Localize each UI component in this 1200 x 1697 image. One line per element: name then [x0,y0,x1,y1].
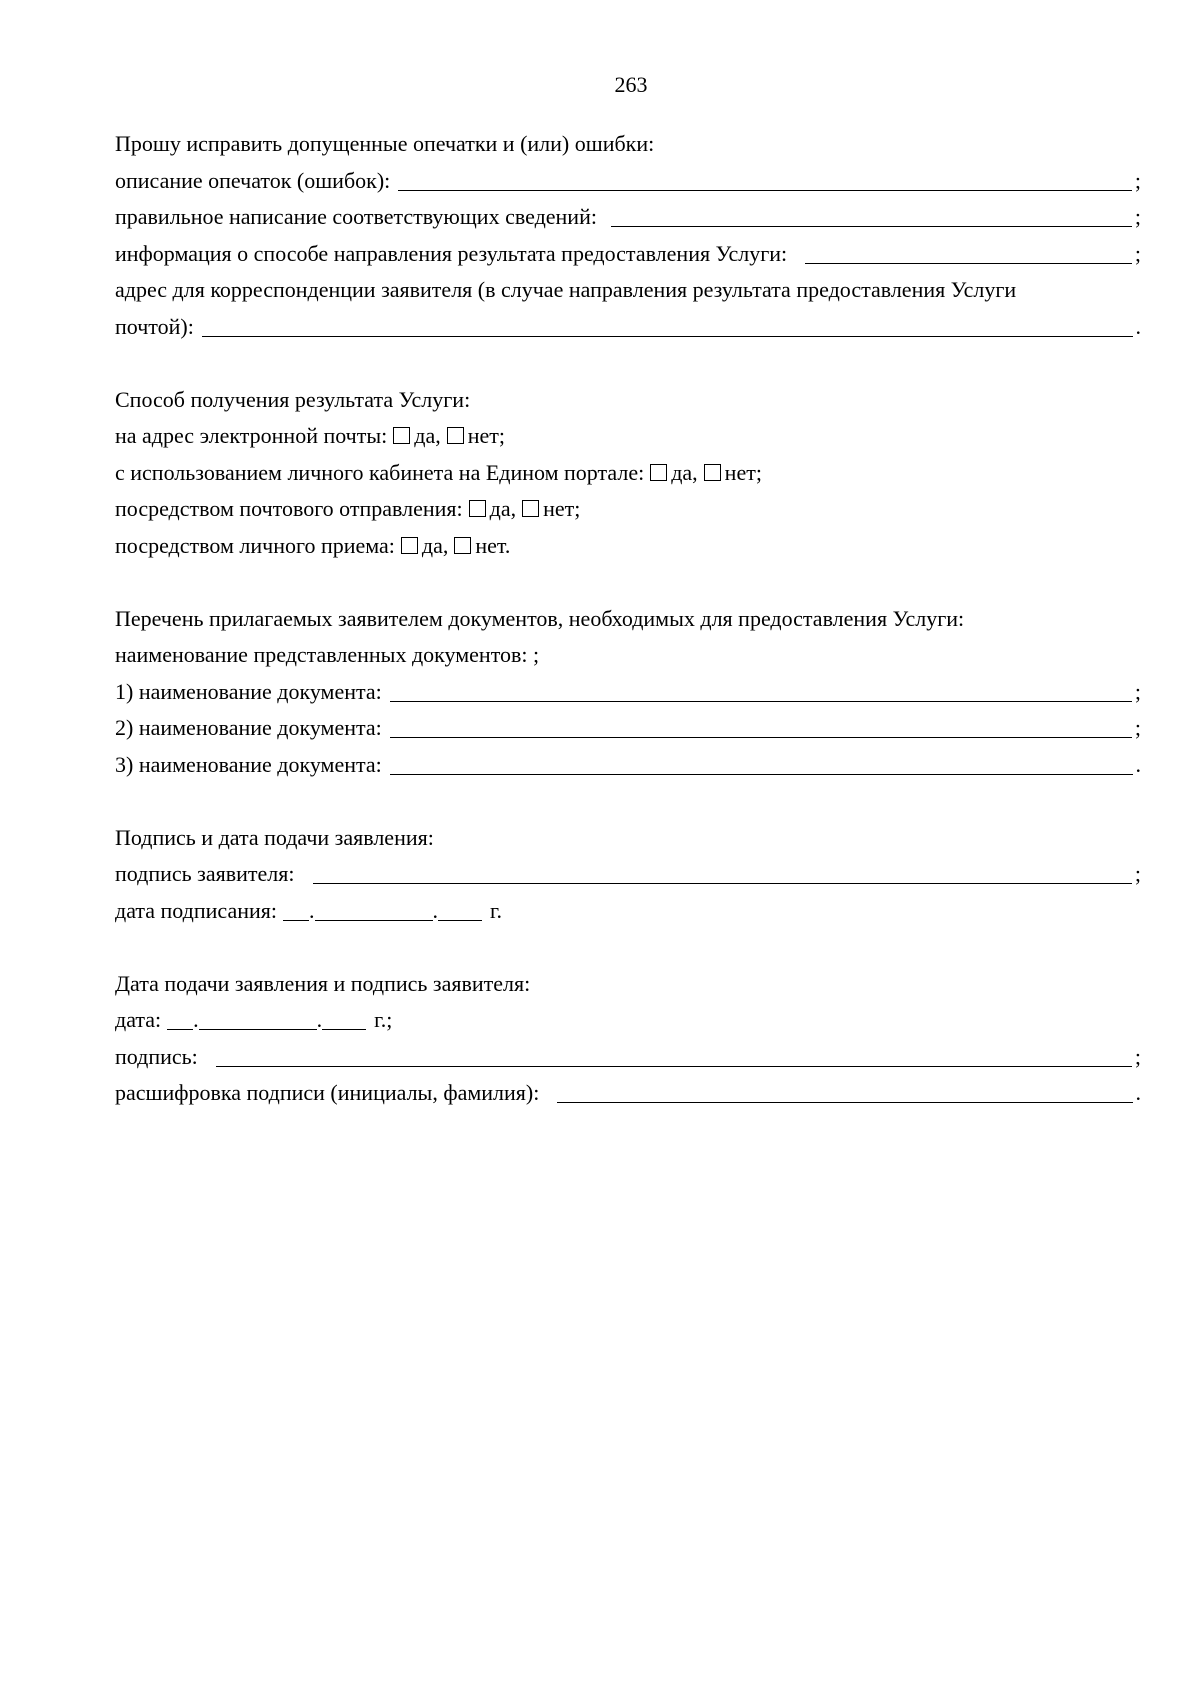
submission-signature-field[interactable] [216,1046,1132,1067]
signing-day-field[interactable] [283,900,309,921]
document-row-3: 3) наименование документа: . [115,751,1141,777]
submission-heading: Дата подачи заявления и подпись заявителя: [115,970,531,996]
document-row-2: 2) наименование документа: ; [115,715,1141,740]
document-1-field[interactable] [390,681,1132,702]
signature-decode-field[interactable] [557,1082,1132,1103]
portal-yes-checkbox[interactable] [650,464,667,481]
address-field[interactable] [202,316,1133,337]
corrections-heading: Прошу исправить допущенные опечатки и (или) ошибки: [115,131,655,156]
document-3-field[interactable] [390,754,1133,775]
receipt-option-mail: посредством почтового отправления: да, нет; [115,496,581,521]
signature-heading: Подпись и дата подачи заявления: [115,824,434,850]
receipt-option-portal: с использованием личного кабинета на Едином портале: да, нет; [115,459,762,485]
errors-description-field[interactable] [398,170,1132,191]
personal-yes-checkbox[interactable] [401,537,418,554]
address-row: почтой): . [115,309,1141,346]
signing-date-row: дата подписания: . . г. [115,897,503,923]
email-yes-checkbox[interactable] [393,427,410,444]
signing-year-field[interactable] [438,900,482,921]
signature-decode-row: расшифровка подписи (инициалы, фамилия): . [115,1080,1141,1105]
submission-date-row: дата: . . г.; [115,1007,393,1032]
delivery-method-row: информация о способе направления результата предоставления Услуги: ; [115,236,1141,273]
correct-spelling-label: правильное написание соответствующих сведений: [115,204,597,229]
submission-year-field[interactable] [322,1009,366,1030]
mail-yes-checkbox[interactable] [469,500,486,517]
personal-no-checkbox[interactable] [454,537,471,554]
application-form [115,126,1141,1112]
delivery-method-field[interactable] [805,243,1132,264]
address-line-1: адрес для корреспонденции заявителя (в случае направления результата предоставления Услуги [115,277,1017,302]
submission-day-field[interactable] [167,1009,193,1030]
submission-signature-row: подпись: ; [115,1043,1141,1069]
mail-no-checkbox[interactable] [522,500,539,517]
documents-names-label: наименование представленных документов: ; [115,642,540,667]
applicant-signature-row: подпись заявителя: ; [115,861,1141,886]
receipt-heading: Способ получения результата Услуги: [115,386,471,412]
documents-heading: Перечень прилагаемых заявителем документов, необходимых для предоставления Услуги: [115,605,965,631]
signing-month-field[interactable] [315,900,433,921]
correct-spelling-row: правильное написание соответствующих сведений: ; [115,199,1141,236]
applicant-signature-field[interactable] [313,863,1132,884]
document-2-field[interactable] [390,717,1132,738]
errors-description-label: описание опечаток (ошибок): [115,167,391,193]
address-label: почтой): [115,313,194,339]
portal-no-checkbox[interactable] [704,464,721,481]
delivery-method-label: информация о способе направления результата предоставления Услуги: [115,240,788,266]
receipt-option-personal: посредством личного приема: да, нет. [115,532,511,558]
email-no-checkbox[interactable] [447,427,464,444]
submission-month-field[interactable] [199,1009,317,1030]
correct-spelling-field[interactable] [611,206,1132,227]
receipt-option-email: на адрес электронной почты: да, нет; [115,423,505,448]
errors-description-row: описание опечаток (ошибок): ; [115,163,1141,200]
page-number: 263 [614,72,648,97]
document-row-1: 1) наименование документа: ; [115,678,1141,704]
